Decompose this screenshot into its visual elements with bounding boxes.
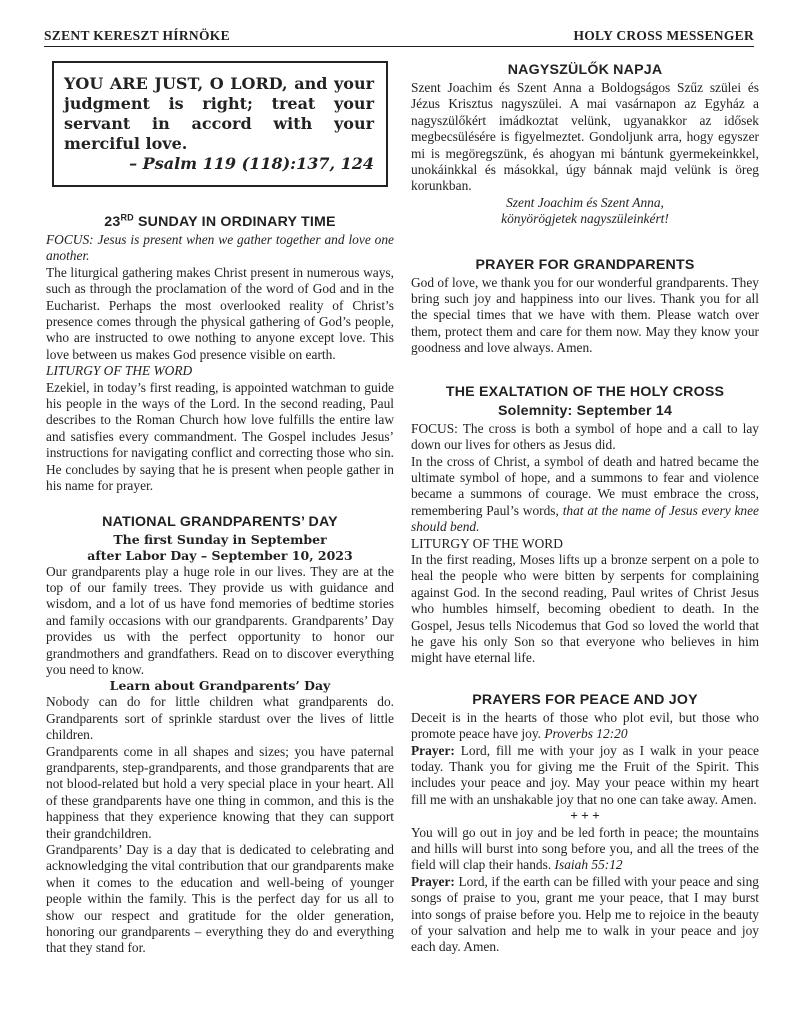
prayer-grandparents-title: PRAYER FOR GRANDPARENTS: [475, 256, 695, 273]
left-column: [46, 58, 394, 957]
quote-citation: – Psalm 119 (118):137, 124: [129, 154, 374, 173]
peace-joy-prayer-2: Prayer: Lord, if the earth can be filled with your peace and sing songs of praise to you, grant me your peace, that I may burst into songs of praise before you. Help me to rejoice in the beauty of your salvation and help me to walk in your peace and joy each day. Amen.: [411, 873, 759, 955]
exaltation-subtitle: Solemnity: September 14: [497, 402, 673, 419]
nagyszulok-closing-2: könyörögjetek nagyszüleinkért!: [501, 211, 669, 227]
header-left-title: SZENT KERESZT HÍRNÖKE: [44, 28, 230, 43]
grandparents-day-title: NATIONAL GRANDPARENTS’ DAY: [102, 513, 338, 530]
nagyszulok-closing-1: Szent Joachim és Szent Anna,: [506, 194, 664, 210]
nagyszulok-title: NAGYSZÜLŐK NAPJA: [507, 62, 663, 78]
exaltation-liturgy-body: In the first reading, Moses lifts up a bronze serpent on a pole to heal the people who were bitten by serpents for complaining against God. In the second reading, Paul writes of Christ Jesus who humbles himself, becoming obedient to death. In the Gospel, Jesus tells Nicodemus that God so loved the world that he gave his only Son so that everyone who believes in him might have eternal life.: [411, 551, 759, 666]
exaltation-body: In the cross of Christ, a symbol of death and hatred became the ultimate symbol of hope, and a summons to fear and violence became a summons of courage. We must embrace the cross, remembering Paul’s words, that at the name of Jesus every knee should bend.: [411, 453, 759, 535]
right-column: [411, 58, 759, 956]
sunday-title: 23RD SUNDAY IN ORDINARY TIME: [104, 212, 336, 230]
grandparents-day-paragraph-1: Our grandparents play a huge role in our lives. They are at the top of our family trees. They provide us with guidance and wisdom, and a lot of us have fond memories of bedtime stories and family occasions with our grandparents. Grandparents’ Day provides us with the perfect opportunity to honor our grandmothers and grandfathers. Read on to discover everything you need to know.: [46, 563, 394, 677]
peace-joy-verse-1: Deceit is in the hearts of those who plot evil, but those who promote peace have joy. Proverbs 12:20: [411, 709, 759, 742]
sunday-liturgy-label: LITURGY OF THE WORD: [46, 363, 193, 379]
exaltation-focus: FOCUS: The cross is both a symbol of hope and a call to lay down our lives for others as Jesus did.: [411, 420, 759, 453]
grandparents-day-subtitle-2: after Labor Day – September 10, 2023: [87, 547, 353, 563]
grandparents-day-paragraph-2: Nobody can do for little children what grandparents do. Grandparents sort of sprinkle stardust over the lives of little children.: [46, 694, 394, 743]
sunday-liturgy-body: Ezekiel, in today’s first reading, is appointed watchman to guide his people in the ways of the Lord. In the second reading, Paul describes to the Roman Church how love fulfills the entire law and satisfies every commandment. The Gospel includes Jesus’ instructions for navigating conflict and correcting those who sin. He concludes by saying that he is present when people gather in his name for prayer.: [46, 379, 394, 494]
quote-text: YOU ARE JUST, O LORD, and your judgment is right; treat your servant in accord with your merciful love.: [64, 74, 374, 153]
exaltation-title: THE EXALTATION OF THE HOLY CROSS: [445, 383, 725, 400]
peace-joy-separator: + + +: [570, 808, 600, 824]
learn-about-title: Learn about Grandparents’ Day: [109, 678, 331, 694]
prayer-grandparents-body: God of love, we thank you for our wonderful grandparents. They bring such joy and happiness into our lives. Thank you for all the special times that we have with them. Please watch over them, protect them and care for them now. May they know your goodness and love always. Amen.: [411, 274, 759, 356]
header-right-title: HOLY CROSS MESSENGER: [573, 28, 754, 43]
exaltation-liturgy-label: LITURGY OF THE WORD: [411, 535, 563, 551]
peace-joy-prayer-1: Prayer: Lord, fill me with your joy as I walk in your peace today. Thank you for giving me the Fruit of the Spirit. This includes your peace and joy. May your peace within my heart fill me with an unshakable joy that no one can take away. Amen.: [411, 742, 759, 807]
grandparents-day-paragraph-4: Grandparents’ Day is a day that is dedicated to celebrating and acknowledging the vital contribution that our grandparents make when it comes to the education and well-being of younger people within the family. This is the perfect day for us all to show our respect and gratitude for the older generation, honoring our grandparents – everything they do and everything that they stand for.: [46, 842, 394, 956]
grandparents-day-paragraph-3: Grandparents come in all shapes and sizes; you have paternal grandparents, step-grandparents, and those grandparents that are not blood-related but hold a very special place in your heart. All of these grandparents have one thing in common, and this is the happiness that they experience knowing that they can support their grandchildren.: [46, 743, 394, 841]
peace-joy-verse-2: You will go out in joy and be led forth in peace; the mountains and hills will burst into song before you, and all the trees of the field will clap their hands. Isaiah 55:12: [411, 824, 759, 873]
psalm-quote-box: [52, 61, 388, 187]
page-header: [44, 26, 754, 47]
sunday-focus: FOCUS: Jesus is present when we gather together and love one another.: [46, 232, 394, 264]
grandparents-day-subtitle-1: The first Sunday in September: [113, 531, 327, 547]
sunday-body: The liturgical gathering makes Christ present in numerous ways, such as through the proclamation of the word of God and in the Eucharist. Perhaps the most overlooked reality of Christ’s presence comes through the physical gathering of God’s people, who are instructed to owe nothing to anyone except love. This love between us makes God presence visible on earth.: [46, 264, 394, 362]
nagyszulok-body: Szent Joachim és Szent Anna a Boldogságos Szűz szülei és Jézus Krisztus nagyszülei. A mai vasárnapon az Egyház a nagyszülőkért imádkoztat velünk, ugyanakkor az idősek megbecsülésére is figyelmeztet. Gondoljunk arra, hogy egyszer mi is megöregszünk, és ahogyan mi bántunk gyermekeinkkel, unokáinkkal és másokkal, úgy bánnak majd velünk is öreg korunkban.: [411, 80, 759, 194]
peace-joy-title: PRAYERS FOR PEACE AND JOY: [472, 691, 698, 708]
